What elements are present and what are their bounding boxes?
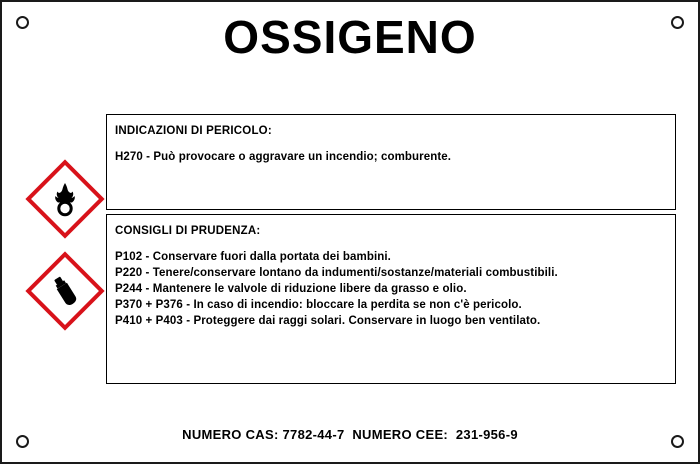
precautionary-statement: P220 - Tenere/conservare lontano da indumenti/sostanze/materiali combustibili.	[115, 267, 558, 279]
hazard-statements-box	[106, 114, 676, 210]
ghs-oxidizer-flame-over-circle-icon	[28, 162, 102, 236]
cas-value: 7782-44-7	[282, 427, 345, 442]
identification-numbers-footer	[2, 427, 698, 442]
precautionary-statement: P410 + P403 - Proteggere dai raggi solari. Conservare in luogo ben ventilato.	[115, 315, 541, 327]
hazard-statement: H270 - Può provocare o aggravare un incendio; comburente.	[115, 151, 452, 163]
precaution-box-heading: CONSIGLI DI PRUDENZA:	[115, 225, 261, 237]
precautionary-statements-box	[106, 214, 676, 384]
ghs-gas-cylinder-icon	[28, 254, 102, 328]
cee-label: NUMERO CEE:	[352, 427, 449, 442]
gas-cylinder-glyph	[28, 254, 102, 328]
precautionary-statement: P102 - Conservare fuori dalla portata dei bambini.	[115, 251, 391, 263]
precautionary-statement: P370 + P376 - In caso di incendio: bloccare la perdita se non c'è pericolo.	[115, 299, 522, 311]
flame-over-circle-glyph	[28, 162, 102, 236]
hazard-box-heading: INDICAZIONI DI PERICOLO:	[115, 125, 272, 137]
cee-value: 231-956-9	[455, 427, 518, 442]
sign-title: OSSIGENO	[223, 11, 477, 63]
pictogram-column	[28, 162, 104, 346]
cas-label: NUMERO CAS:	[182, 427, 279, 442]
precautionary-statement: P244 - Mantenere le valvole di riduzione libere da grasso e olio.	[115, 283, 467, 295]
